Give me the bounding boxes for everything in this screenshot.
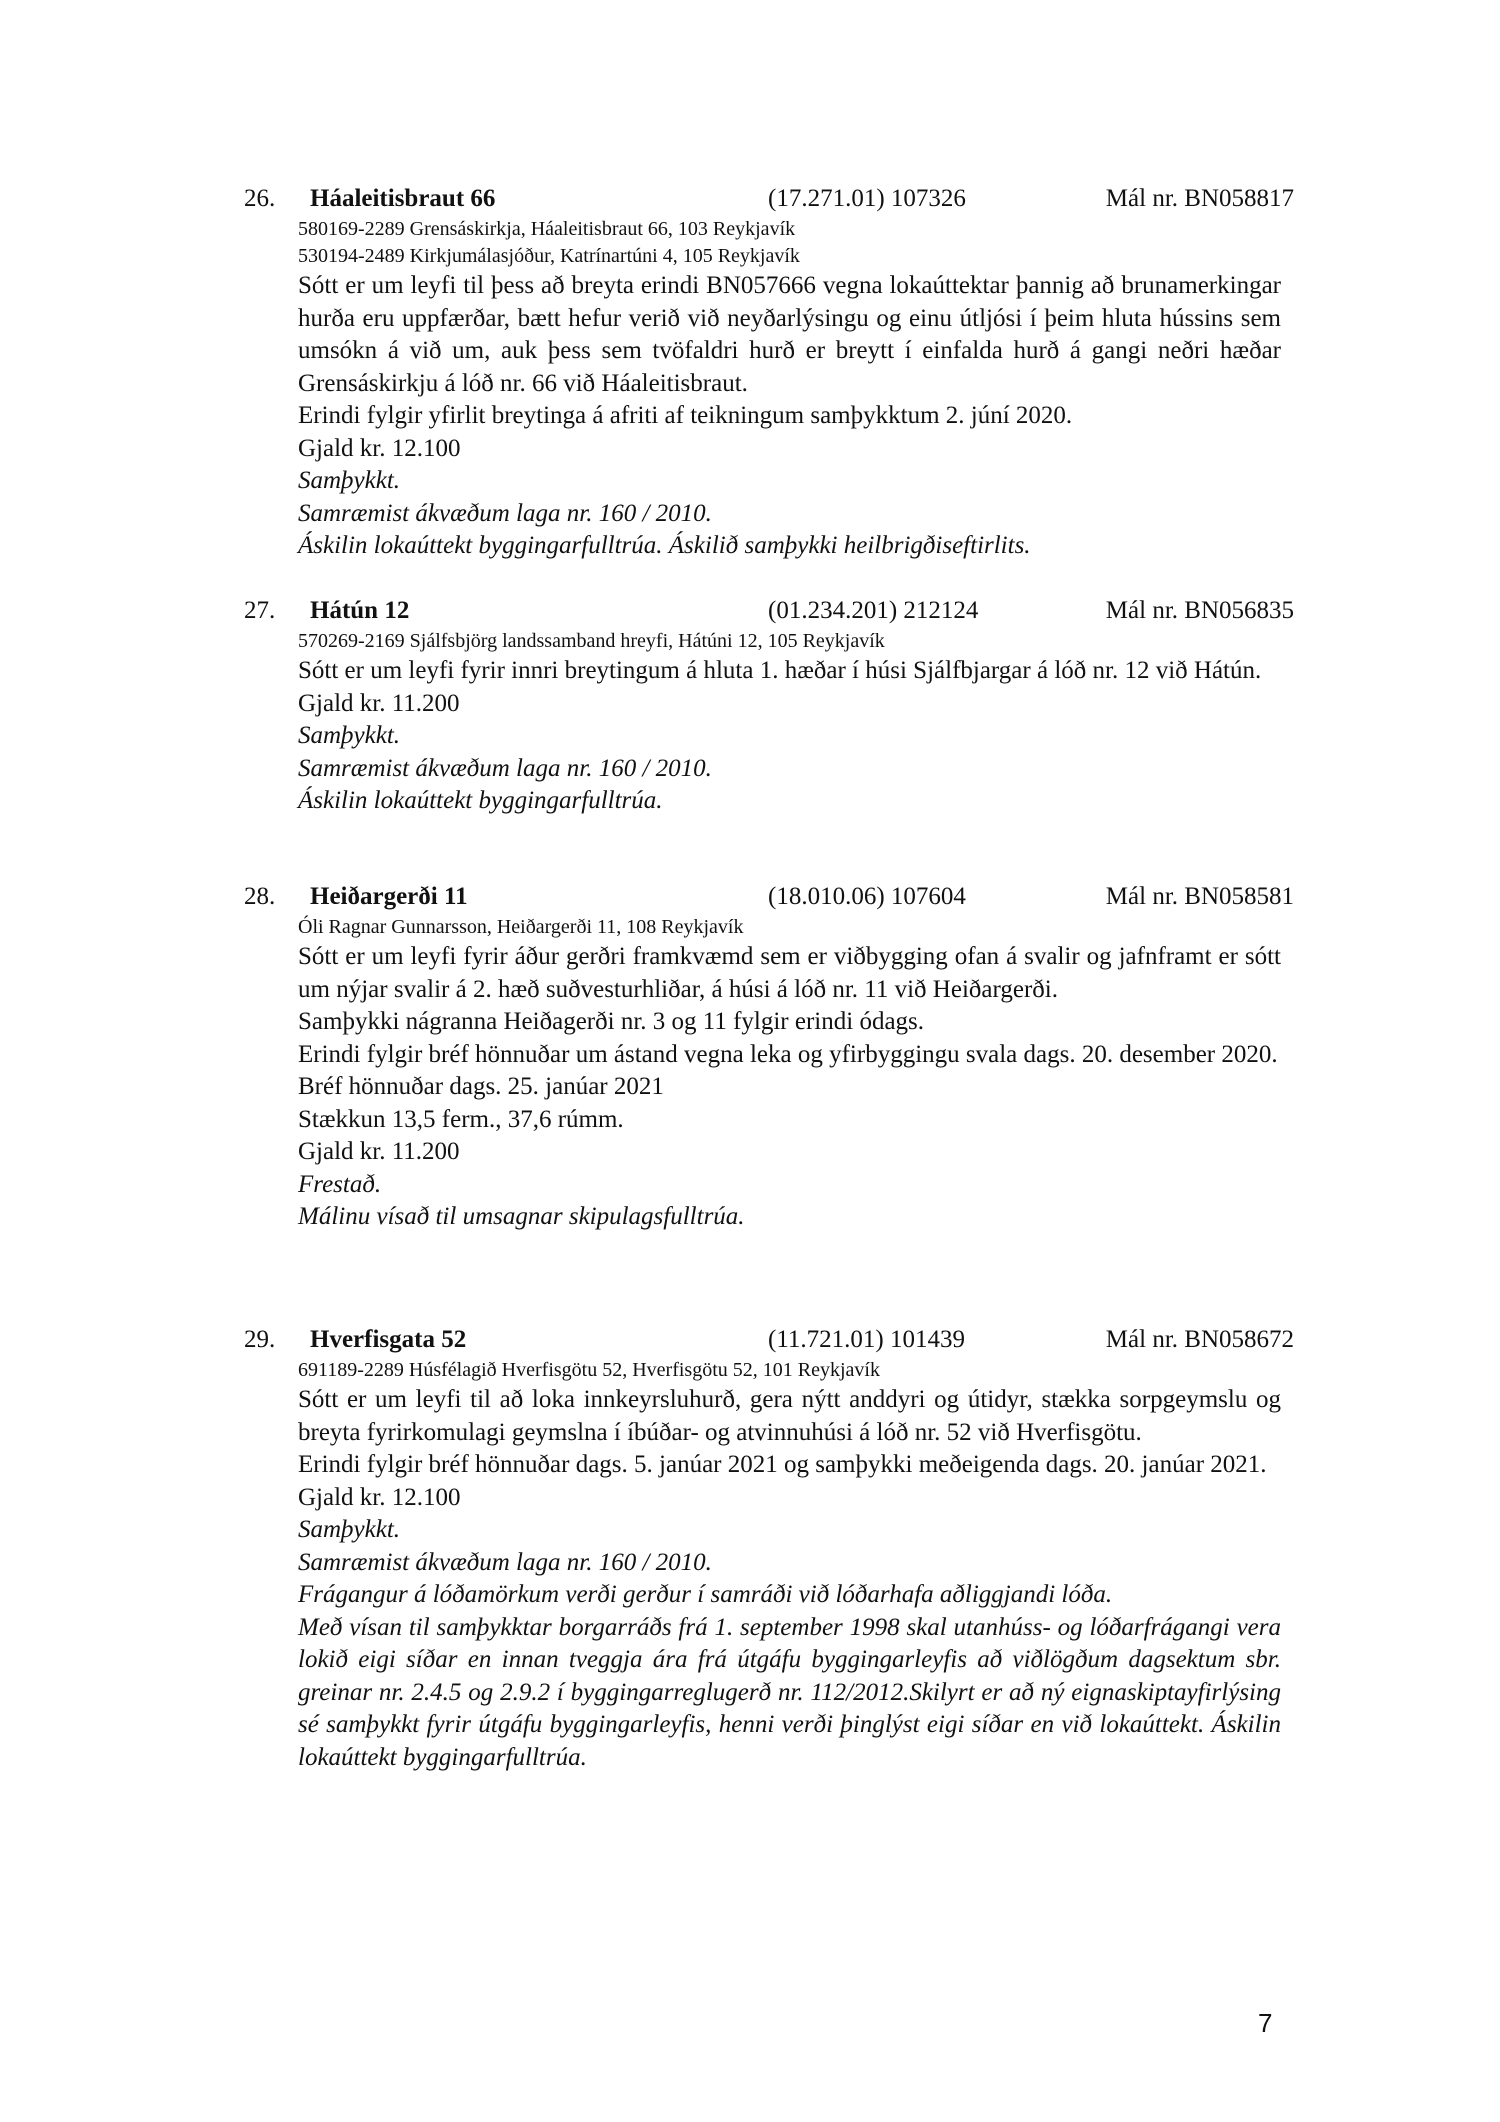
applicant: 530194-2489 Kirkjumálasjóður, Katrínartúni 4, 105 Reykjavík (298, 245, 800, 267)
entry-decision: Frágangur á lóðamörkum verði gerður í samráði við lóðarhafa aðliggjandi lóða. (298, 1581, 1113, 1608)
applicant: Óli Ragnar Gunnarsson, Heiðargerði 11, 108 Reykjavík (298, 916, 744, 938)
entry-decision: Samþykkt. (298, 467, 401, 494)
entry-property-code: (01.234.201) 212124 (768, 597, 979, 624)
entry-header (244, 1323, 1294, 1357)
entry-decision: Samþykkt. (298, 1516, 401, 1543)
case-entry-29 (244, 1323, 1294, 1774)
entry-description: Sótt er um leyfi til þess að breyta erindi BN057666 vegna lokaúttektar þannig að brunamerkingar hurða eru uppfærðar, bætt hefur verið við neyðarlýsingu og einu útljósi í þeim hluta hússins sem umsókn á við um, auk þess sem tvöfaldri hurð er breytt í einfalda hurð á gangi neðri hæðar Grensáskirkju á lóð nr. 66 við Háaleitisbraut. (298, 272, 1281, 397)
entry-property-code: (11.721.01) 101439 (768, 1326, 965, 1353)
entry-note: Erindi fylgir bréf hönnuðar um ástand vegna leka og yfirbyggingu svala dags. 20. desember 2020. (298, 1040, 1278, 1068)
applicant: 570269-2169 Sjálfsbjörg landssamband hreyfi, Hátúni 12, 105 Reykjavík (298, 630, 885, 652)
entry-note: Samþykki nágranna Heiðagerði nr. 3 og 11 fylgir erindi ódags. (298, 1008, 925, 1035)
entry-address: Háaleitisbraut 66 (310, 185, 496, 212)
entry-fee: Gjald kr. 11.200 (298, 689, 460, 717)
entry-description: Sótt er um leyfi fyrir áður gerðri framkvæmd sem er viðbygging ofan á svalir og jafnframt er sótt um nýjar svalir á 2. hæð suðvesturhliðar, á húsi á lóð nr. 11 við Heiðargerði. (298, 943, 1281, 1003)
entry-number: 29. (244, 1326, 276, 1353)
entry-property-code: (17.271.01) 107326 (768, 185, 966, 212)
entry-body (298, 914, 1281, 1234)
entry-decision: Frestað. (298, 1170, 382, 1198)
entry-decision: Samþykkt. (298, 722, 401, 749)
entry-decision: Samræmist ákvæðum laga nr. 160 / 2010. (298, 499, 712, 527)
entry-header (244, 182, 1294, 216)
applicant: 691189-2289 Húsfélagið Hverfisgötu 52, Hverfisgötu 52, 101 Reykjavík (298, 1359, 880, 1381)
entry-decision: Samræmist ákvæðum laga nr. 160 / 2010. (298, 1548, 712, 1576)
entry-property-code: (18.010.06) 107604 (768, 883, 966, 910)
entry-note: Bréf hönnuðar dags. 25. janúar 2021 (298, 1073, 664, 1100)
entry-body (298, 628, 1281, 818)
entry-decision: Áskilin lokaúttekt byggingarfulltrúa. (298, 787, 663, 814)
entry-description: Sótt er um leyfi til að loka innkeyrsluhurð, gera nýtt anddyri og útidyr, stækka sorpgeymslu og breyta fyrirkomulagi geymslna í íbúðar- og atvinnuhúsi á lóð nr. 52 við Hverfisgötu. (298, 1386, 1281, 1446)
entry-number: 26. (244, 185, 276, 212)
entry-case-number: Mál nr. BN058817 (1105, 185, 1294, 212)
entry-case-number: Mál nr. BN058581 (1105, 883, 1294, 910)
entry-description: Sótt er um leyfi fyrir innri breytingum á hluta 1. hæðar í húsi Sjálfbjargar á lóð nr. 12 við Hátún. (298, 657, 1262, 684)
entry-address: Heiðargerði 11 (310, 883, 468, 910)
entry-note: Erindi fylgir yfirlit breytinga á afriti af teikningum samþykktum 2. júní 2020. (298, 402, 1073, 429)
entry-decision: Samræmist ákvæðum laga nr. 160 / 2010. (298, 754, 712, 782)
entry-decision: Með vísan til samþykktar borgarráðs frá 1. september 1998 skal utanhúss- og lóðarfrágangi vera lokið eigi síðar en innan tveggja ára frá útgáfu byggingarleyfis að viðlögðum dagsektum sbr. greinar nr. 2.4.5 og 2.9.2 í byggingarreglugerð nr. 112/2012.Skilyrt er að ný eignaskiptayfirlýsing sé samþykkt fyrir útgáfu byggingarleyfis, henni verði þinglýst eigi síðar en við lokaúttekt. Áskilin lokaúttekt byggingarfulltrúa. (298, 1613, 1281, 1771)
entry-body (298, 216, 1281, 563)
entry-fee: Gjald kr. 12.100 (298, 434, 461, 462)
entry-address: Hátún 12 (310, 597, 410, 624)
case-entry-26 (244, 182, 1294, 563)
entry-case-number: Mál nr. BN058672 (1105, 1326, 1294, 1353)
entry-fee: Gjald kr. 11.200 (298, 1138, 460, 1165)
entry-note: Stækkun 13,5 ferm., 37,6 rúmm. (298, 1105, 624, 1133)
entry-address: Hverfisgata 52 (310, 1326, 467, 1353)
entry-header (244, 594, 1294, 628)
page-number: 7 (1258, 2008, 1273, 2038)
entry-fee: Gjald kr. 12.100 (298, 1483, 461, 1511)
entry-decision: Áskilin lokaúttekt byggingarfulltrúa. Áskilið samþykki heilbrigðiseftirlits. (298, 532, 1031, 559)
entry-number: 27. (244, 597, 276, 624)
case-entry-27 (244, 594, 1294, 818)
entry-note: Erindi fylgir bréf hönnuðar dags. 5. janúar 2021 og samþykki meðeigenda dags. 20. janúar 2021. (298, 1451, 1267, 1478)
applicant: 580169-2289 Grensáskirkja, Háaleitisbraut 66, 103 Reykjavík (298, 218, 796, 240)
entry-header (244, 880, 1294, 914)
entry-number: 28. (244, 883, 276, 910)
entry-decision: Málinu vísað til umsagnar skipulagsfulltrúa. (298, 1203, 745, 1230)
case-entry-28 (244, 880, 1294, 1234)
entry-body (298, 1357, 1281, 1774)
entry-case-number: Mál nr. BN056835 (1105, 597, 1294, 624)
